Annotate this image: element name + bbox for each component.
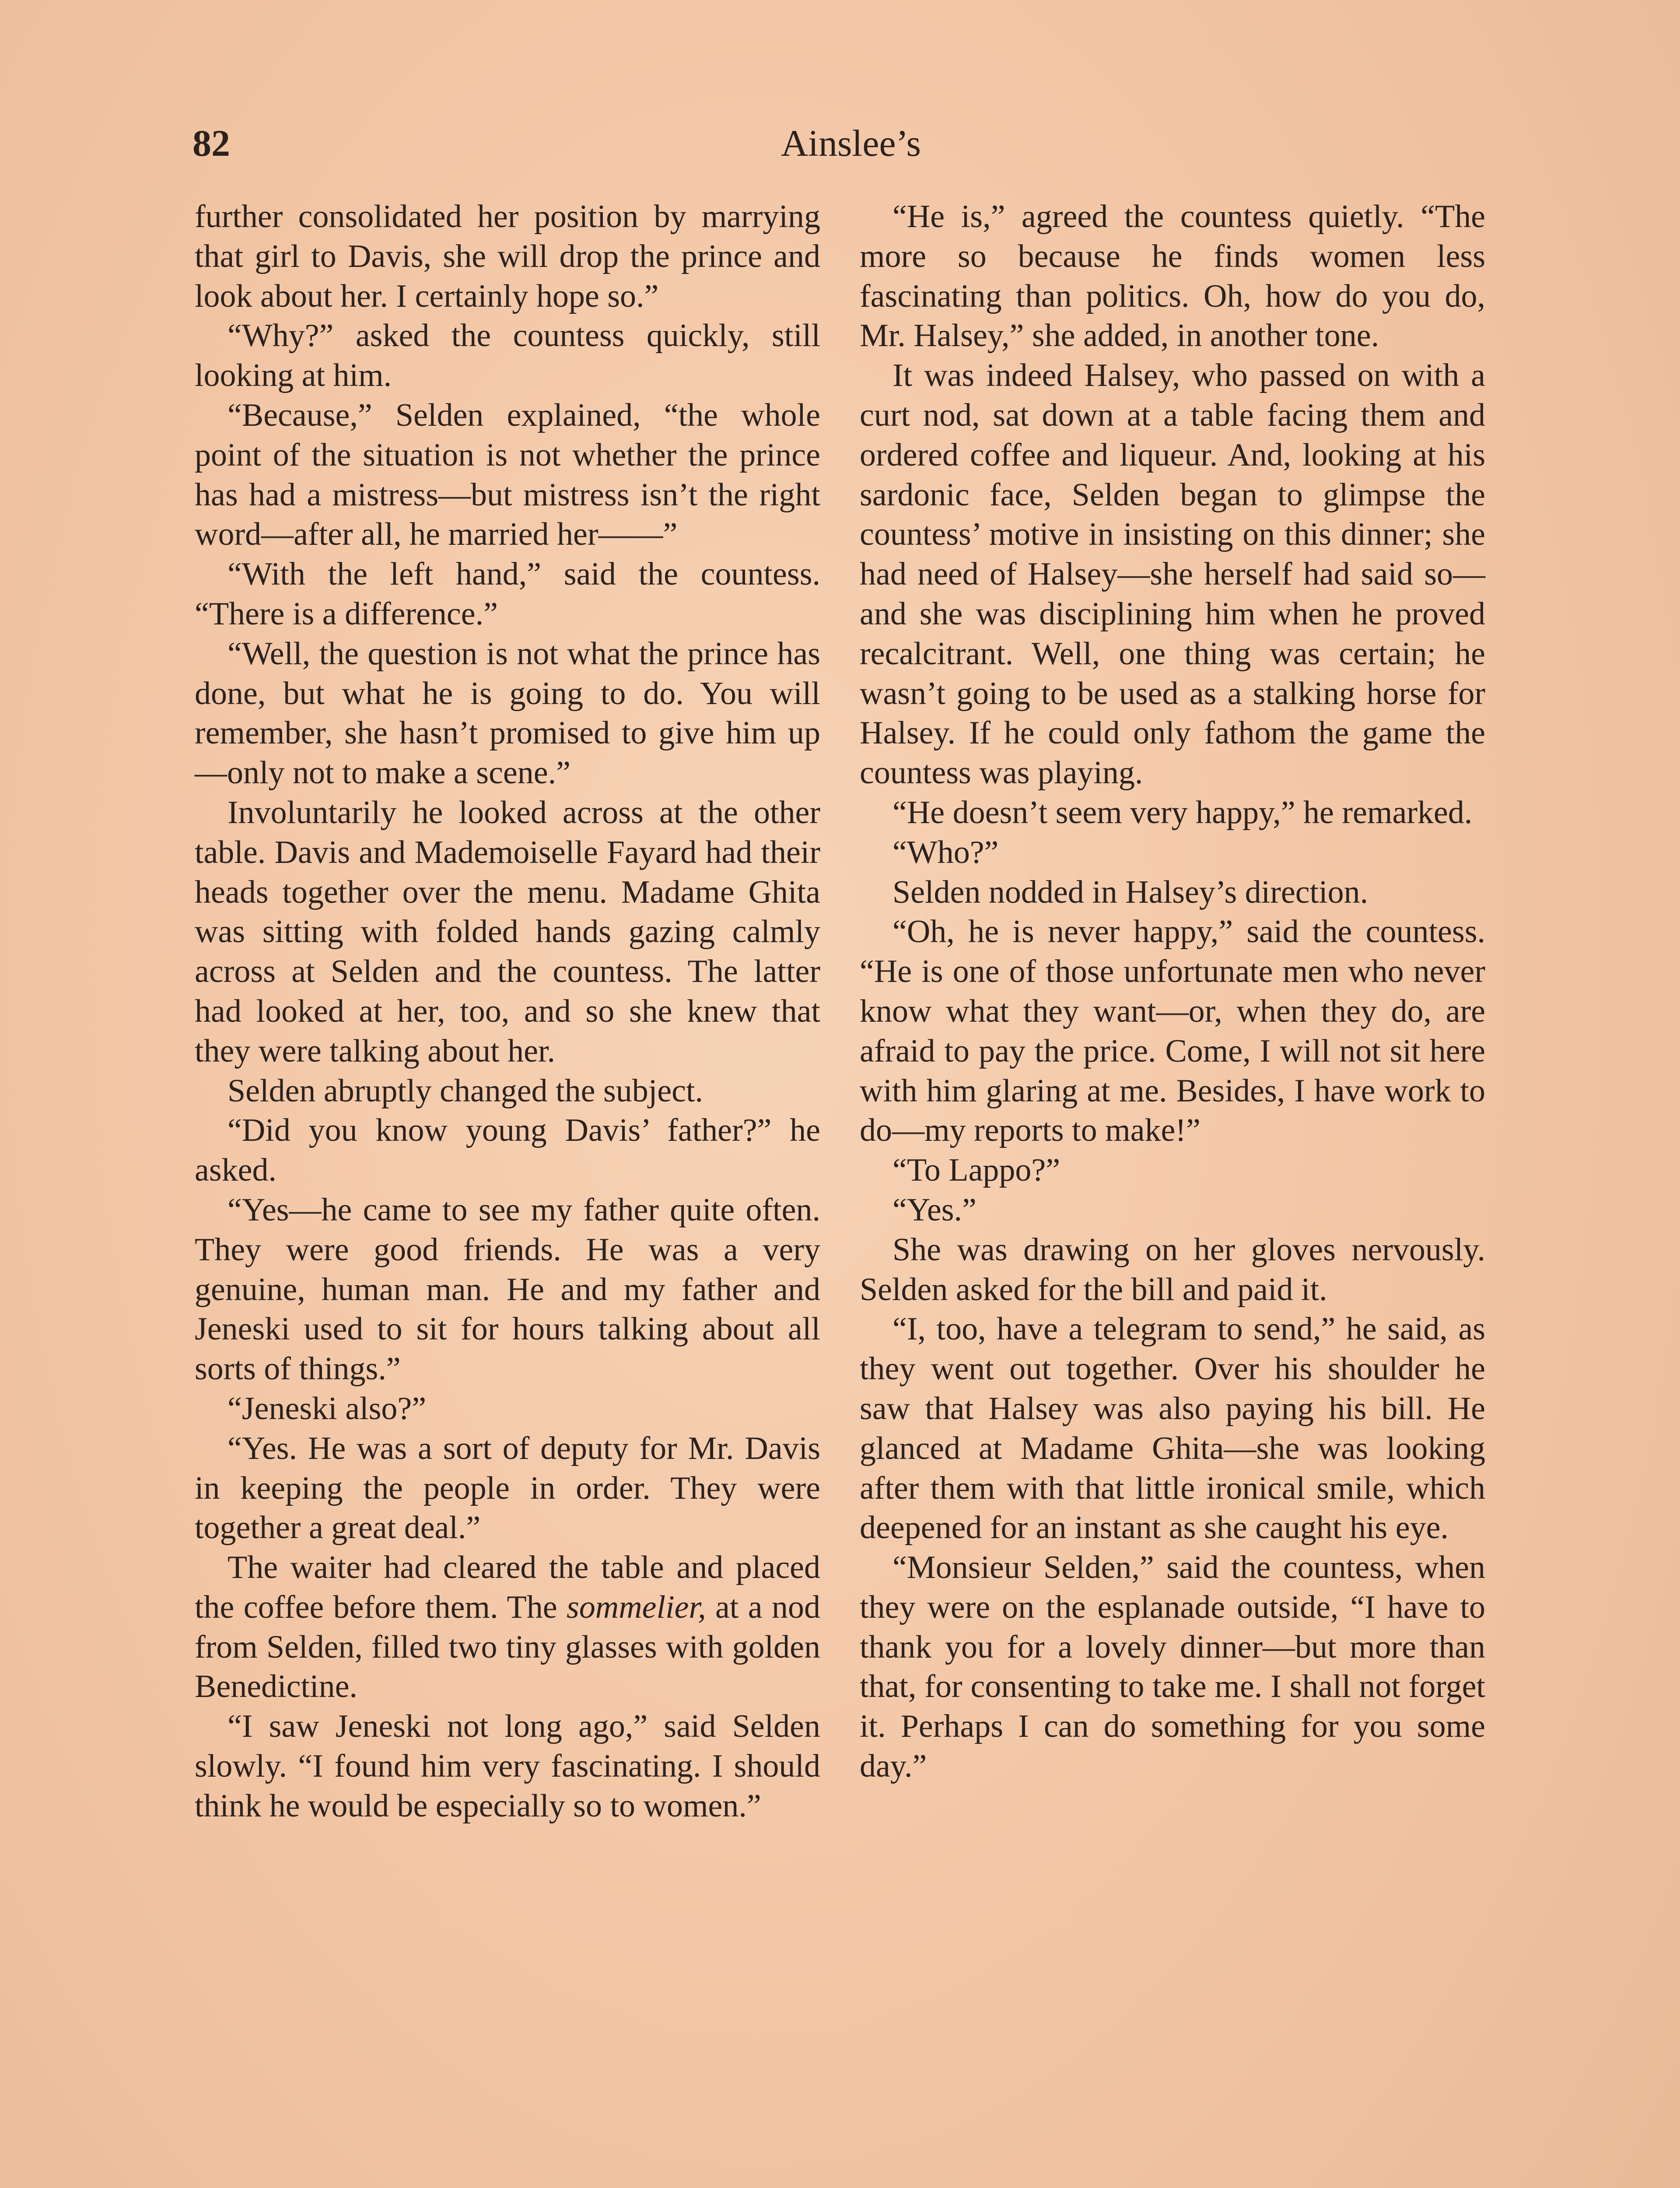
- paragraph: “Well, the question is not what the prince has done, but what he is going to do. You will remember, she hasn’t promised to give him up—only not to make a scene.”: [195, 635, 820, 791]
- paragraph: “Jeneski also?”: [228, 1390, 427, 1427]
- paragraph: “Monsieur Selden,” said the countess, when they were on the esplanade outside, “I have to thank you for a lovely dinner—but more than that, for consenting to take me. I shall not forget it. Perhaps I can do something for you some day.”: [860, 1550, 1485, 1785]
- page-header: [192, 115, 1509, 172]
- paragraph: “Yes—he came to see my father quite often. They were good friends. He was a very genuine, human man. He and my father and Jeneski used to sit for hours talking about all sorts of things.”: [195, 1192, 820, 1387]
- paragraph: “Because,” Selden explained, “the whole point of the situation is not whether the prince has had a mistress—but mistress isn’t the right word—after all, he married her——”: [195, 397, 820, 553]
- paragraph: “Who?”: [892, 834, 999, 870]
- running-title: Ainslee’s: [780, 122, 921, 164]
- paragraph: “Did you know young Davis’ father?” he asked.: [195, 1112, 820, 1189]
- page-number: 82: [192, 122, 230, 164]
- paragraph: “I, too, have a telegram to send,” he said, as they went out together. Over his shoulder he saw that Halsey was also paying his bill. He glanced at Madame Ghita—she was looking after them with that little ironical smile, which deepened for an instant as she caught his eye.: [860, 1311, 1485, 1546]
- paragraph: “Yes.”: [892, 1192, 976, 1228]
- paragraph: “Yes. He was a sort of deputy for Mr. Davis in keeping the people in order. They were together a great deal.”: [195, 1430, 820, 1546]
- paragraph: Involuntarily he looked across at the other table. Davis and Mademoiselle Fayard had their heads together over the menu. Madame Ghita was sitting with folded hands gazing calmly across at Selden and the countess. The latter had looked at her, too, and so she knew that they were talking about her.: [195, 794, 820, 1069]
- paragraph: It was indeed Halsey, who passed on with a curt nod, sat down at a table facing them and ordered coffee and liqueur. And, looking at his sardonic face, Selden began to glimpse the countess’ motive in insisting on this dinner; she had need of Halsey—she herself had said so—and she was disciplining him when he proved recalcitrant. Well, one thing was certain; he wasn’t going to be used as a stalking horse for Halsey. If he could only fathom the game the countess was playing.: [860, 358, 1485, 791]
- paragraph: “Why?” asked the countess quickly, still looking at him.: [195, 318, 820, 394]
- paragraph: “Oh, he is never happy,” said the countess. “He is one of those unfortunate men who never know what they want—or, when they do, are afraid to pay the price. Come, I will not sit here with him glaring at me. Besides, I have work to do—my reports to make!”: [860, 914, 1485, 1149]
- paragraph: “To Lappo?”: [892, 1152, 1060, 1189]
- paragraph: further consolidated her position by marrying that girl to Davis, she will drop the prince and look about her. I certainly hope so.”: [195, 199, 820, 314]
- paragraph: She was drawing on her gloves nervously. Selden asked for the bill and paid it.: [860, 1231, 1485, 1308]
- paragraph: “I saw Jeneski not long ago,” said Selden slowly. “I found him very fascinating. I should think he would be especially so to women.”: [195, 1708, 820, 1824]
- paragraph: “He doesn’t seem very happy,” he remarked.: [892, 794, 1473, 831]
- paragraph: “With the left hand,” said the countess. “There is a difference.”: [195, 556, 820, 632]
- paragraph-text: The waiter had cleared the table and placed the coffee before them. The: [195, 1550, 820, 1625]
- paragraph: Selden abruptly changed the subject.: [228, 1073, 704, 1109]
- italic-term: sommelier,: [566, 1589, 706, 1625]
- paragraph: [195, 1548, 820, 1707]
- right-column: [860, 197, 1485, 1786]
- paragraph: Selden nodded in Halsey’s direction.: [892, 874, 1368, 910]
- left-column: [195, 197, 820, 1826]
- paragraph: “He is,” agreed the countess quietly. “The more so because he finds women less fascinating than politics. Oh, how do you do, Mr. Halsey,” she added, in another tone.: [860, 199, 1485, 354]
- paragraph-text: at a nod from Selden, filled two tiny glasses with golden Benedictine.: [195, 1589, 820, 1705]
